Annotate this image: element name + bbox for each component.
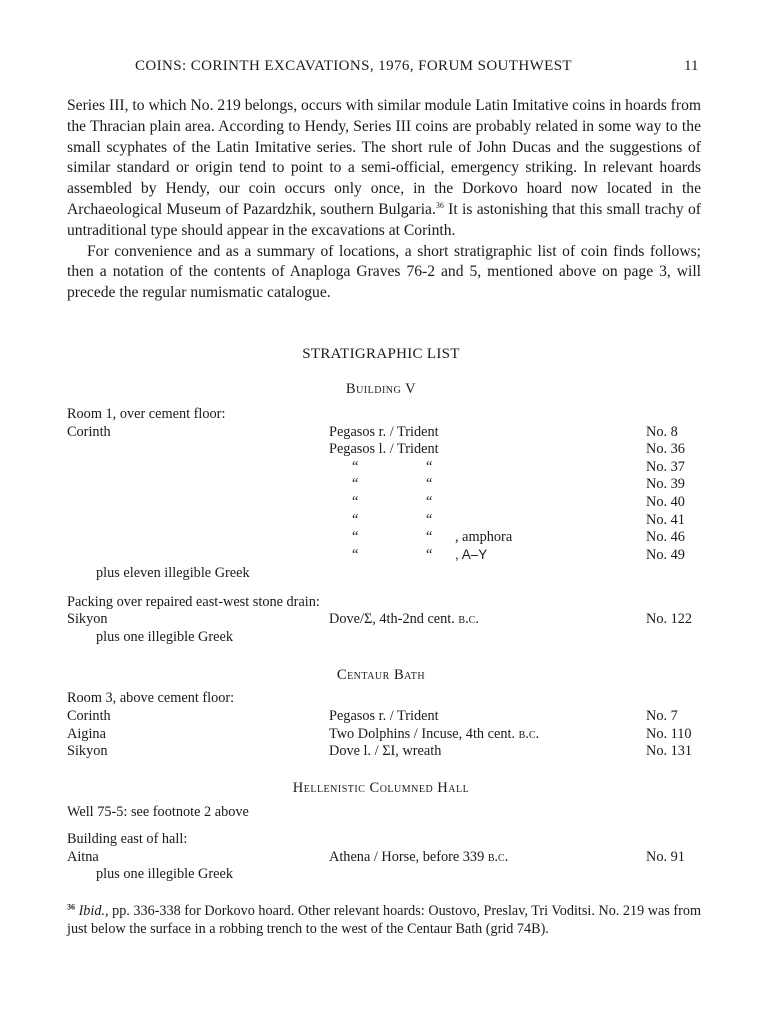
catalogue-number: No. 41 xyxy=(646,512,685,528)
section-title: STRATIGRAPHIC LIST xyxy=(302,346,460,362)
catalogue-number: No. 37 xyxy=(646,459,685,475)
page-number: 11 xyxy=(684,58,699,74)
coin-type xyxy=(329,849,508,866)
ditto-mark: “ xyxy=(426,459,433,475)
type-note: , amphora xyxy=(455,529,513,545)
footnote-ibid: Ibid. xyxy=(78,903,105,919)
era-abbrev: b.c. xyxy=(518,726,540,742)
coin-type xyxy=(329,743,441,760)
paragraph-text: It is astonishing that this small trachy of untraditional type should appear in the excavations at Corinth. xyxy=(67,200,701,239)
coin-type-text: Two Dolphins / Incuse, 4th cent. xyxy=(329,726,519,742)
catalogue-number: No. 46 xyxy=(646,529,685,545)
running-head: COINS: CORINTH EXCAVATIONS, 1976, FORUM SOUTHWEST xyxy=(135,58,572,74)
catalogue-number: No. 7 xyxy=(646,708,678,724)
coin-type-text: Pegasos r. / Trident xyxy=(329,708,439,724)
catalogue-number: No. 36 xyxy=(646,441,685,457)
catalogue-number: No. 39 xyxy=(646,476,685,492)
illegible-note: plus one illegible Greek xyxy=(96,866,233,882)
era-abbrev: b.c. xyxy=(458,611,479,627)
ditto-mark: “ xyxy=(352,547,359,563)
footnote-text: , pp. 336-338 for Dorkovo hoard. Other relevant hoards: Oustovo, Preslav, Tri Voditsi. No. 219 was from just below the surface in a robbing trench to the west of the Centaur Bath (grid 74B). xyxy=(67,903,701,938)
coin-type: Pegasos l. / Trident xyxy=(329,441,439,457)
coin-type-text: Dove/Σ, 4th-2nd cent. xyxy=(329,611,459,627)
era-abbrev: b.c. xyxy=(487,849,509,865)
ditto-mark: “ xyxy=(352,459,359,475)
ditto-mark: “ xyxy=(352,512,359,528)
catalogue-number: No. 49 xyxy=(646,547,685,563)
site-name: Sikyon xyxy=(67,611,108,627)
paragraph-convenience: For convenience and as a summary of locations, a short stratigraphic list of coin finds follows; then a notation of the contents of Anaploga Graves 76-2 and 5, mentioned above on page 3, will precede the regular numismatic catalogue. xyxy=(67,242,701,302)
coin-type xyxy=(329,708,439,725)
context-label: Room 1, over cement floor: xyxy=(67,406,226,422)
ditto-mark: “ xyxy=(426,547,433,563)
ditto-mark: “ xyxy=(352,494,359,510)
context-label: Packing over repaired east-west stone drain: xyxy=(67,594,320,610)
catalogue-number: No. 40 xyxy=(646,494,685,510)
body-text xyxy=(67,96,701,304)
ditto-mark: “ xyxy=(426,494,433,510)
context-label: Room 3, above cement floor: xyxy=(67,690,235,706)
ditto-mark: “ xyxy=(352,476,359,492)
coin-type: Pegasos r. / Trident xyxy=(329,424,439,440)
illegible-note: plus one illegible Greek xyxy=(96,629,233,645)
site-name: Aitna xyxy=(67,849,99,865)
catalogue-number: No. 91 xyxy=(646,849,685,865)
heading-hellenistic-hall: Hellenistic Columned Hall xyxy=(292,780,470,796)
illegible-note: plus eleven illegible Greek xyxy=(96,565,250,581)
type-note: , A–Y xyxy=(455,547,488,562)
footnote-mark: 36 xyxy=(67,902,75,912)
site-name: Corinth xyxy=(67,424,111,440)
site-name: Aigina xyxy=(67,726,106,742)
catalogue-number: No. 110 xyxy=(646,726,692,742)
catalogue-number: No. 8 xyxy=(646,424,678,440)
catalogue-number: No. 122 xyxy=(646,611,693,627)
ditto-mark: “ xyxy=(426,529,433,545)
footnote-36 xyxy=(67,902,701,939)
ditto-mark: “ xyxy=(352,529,359,545)
coin-type xyxy=(329,611,479,628)
ditto-mark: “ xyxy=(426,476,433,492)
heading-building-v: Building V xyxy=(345,381,417,397)
catalogue-number: No. 131 xyxy=(646,743,693,759)
heading-centaur-bath: Centaur Bath xyxy=(336,667,426,683)
ditto-mark: “ xyxy=(426,512,433,528)
footnote-reference[interactable]: 36 xyxy=(435,200,444,210)
coin-type xyxy=(329,726,539,743)
coin-type-text: Athena / Horse, before 339 xyxy=(329,849,488,865)
paragraph-text: Series III, to which No. 219 belongs, occurs with similar module Latin Imitative coins in hoards from the Thracian plain area. According to Hendy, Series III coins are probably related in some way to the small scyphates of the Latin Imitative series. The short rule of John Ducas and the suggestions of similar standard or origin tend to point to a semi-official, emergency striking. In relevant hoards assembled by Hendy, our coin occurs only once, in the Dorkovo hoard now located in the Archaeological Museum of Pazardzhik, southern Bulgaria. xyxy=(67,97,701,218)
site-name: Sikyon xyxy=(67,743,108,759)
context-label: Well 75-5: see footnote 2 above xyxy=(67,804,249,820)
coin-type-text: Dove l. / ΣI, wreath xyxy=(329,743,442,759)
context-label: Building east of hall: xyxy=(67,831,188,847)
site-name: Corinth xyxy=(67,708,111,724)
paragraph-series-iii xyxy=(67,96,701,242)
